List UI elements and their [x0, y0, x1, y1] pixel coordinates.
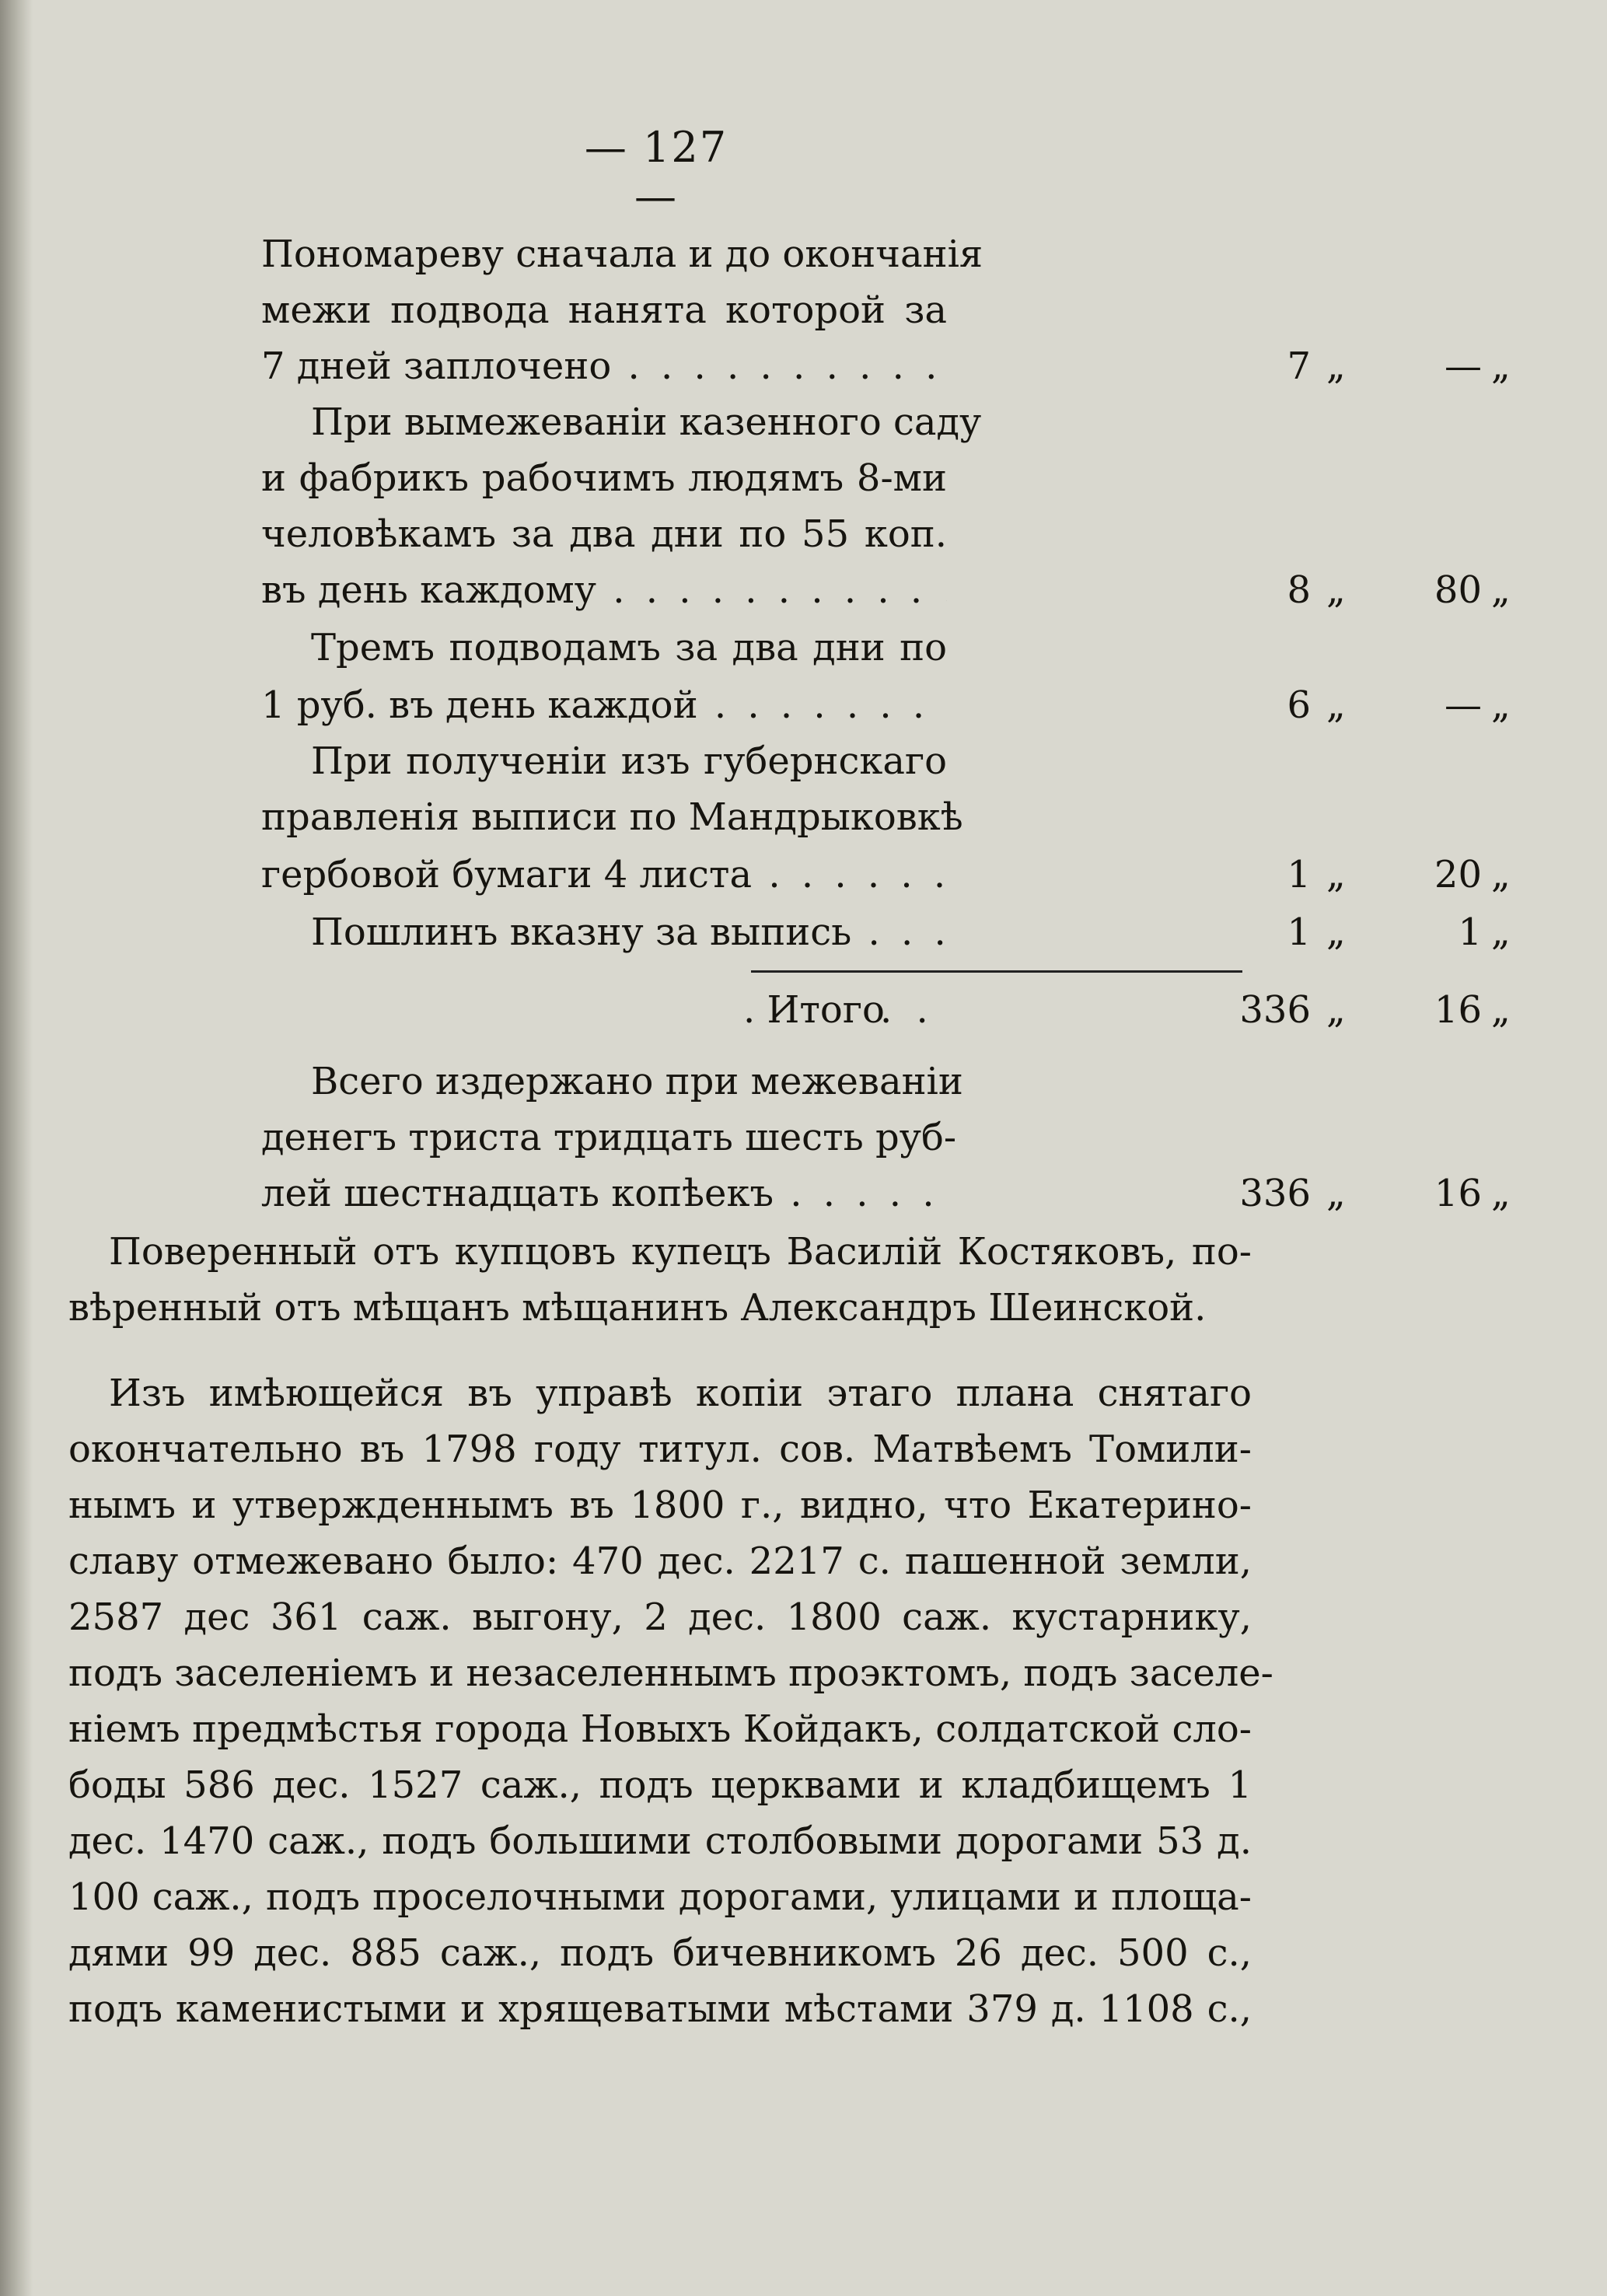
paragraph-line: нымъ и утвержденнымъ въ 1800 г., видно, что Екатерино-	[68, 1483, 1252, 1527]
page-number: — 127 —	[584, 123, 728, 221]
account-line: При вымежеваніи казенного саду	[311, 400, 982, 444]
account-item-row	[261, 563, 1511, 617]
account-line: человѣкамъ за два дни по 55 коп.	[261, 512, 947, 556]
total-label: . Итого	[743, 988, 885, 1032]
account-line: При полученіи изъ губернскаго	[311, 739, 947, 783]
summary-line: Всего издержано при межеваніи	[311, 1060, 963, 1103]
ditto-mark: „	[1491, 683, 1511, 727]
paragraph-line: 100 саж., подъ проселочными дорогами, улицами и площа-	[68, 1875, 1252, 1919]
account-item-row	[261, 339, 1511, 393]
ditto-mark: „	[1326, 853, 1346, 896]
ditto-mark: „	[1326, 910, 1346, 954]
paragraph-line: 2587 дес 361 саж. выгону, 2 дес. 1800 саж. кустарнику,	[68, 1595, 1252, 1639]
ditto-mark: „	[1491, 853, 1511, 896]
paragraph-line: дями 99 дес. 885 саж., подъ бичевникомъ 26 дес. 500 с.,	[68, 1931, 1252, 1975]
account-item-label: 7 дней заплочено . . .	[261, 339, 947, 393]
amount-kopecks: —	[1445, 683, 1482, 727]
total-rubles: 336	[1239, 988, 1311, 1032]
account-item-row	[261, 678, 1511, 732]
account-line: правленія выписи по Мандрыковкѣ	[261, 795, 963, 839]
ditto-mark: „	[1491, 344, 1511, 388]
account-line: Тремъ подводамъ за два дни по	[311, 626, 947, 669]
paragraph-line: подъ каменистыми и хрящеватыми мѣстами 379 д. 1108 с.,	[68, 1987, 1252, 2031]
summary-label: лей шестнадцать копѣекъ . . .	[261, 1166, 947, 1221]
paragraph-line: ніемъ предмѣстья города Новыхъ Койдакъ, солдатской сло-	[68, 1707, 1252, 1751]
amount-rubles: 7	[1287, 344, 1311, 388]
account-item-label: въ день каждому . . .	[261, 563, 947, 617]
total-kopecks: 16	[1434, 988, 1482, 1032]
account-item-label: гербовой бумаги 4 листа . . .	[261, 847, 947, 902]
amount-rubles: 1	[1287, 910, 1311, 954]
amount-rubles: 8	[1287, 568, 1311, 612]
ditto-mark: „	[1326, 683, 1346, 727]
ditto-mark: „	[1491, 1172, 1511, 1215]
ditto-mark: „	[1326, 988, 1346, 1032]
amount-kopecks: —	[1445, 344, 1482, 388]
ditto-mark: „	[1326, 1172, 1346, 1215]
ditto-mark: „	[1491, 988, 1511, 1032]
attorney-line: Поверенный отъ купцовъ купецъ Василій Костяковъ, по-	[109, 1230, 1252, 1274]
paragraph-line: подъ заселеніемъ и незаселеннымъ проэктомъ, подъ заселе-	[68, 1651, 1273, 1695]
attorney-line: вѣренный отъ мѣщанъ мѣщанинъ Александръ Шеинской.	[68, 1286, 1207, 1330]
paragraph-line: окончательно въ 1798 году титул. сов. Матвѣемъ Томили-	[68, 1428, 1252, 1471]
ditto-mark: „	[1326, 344, 1346, 388]
ditto-mark: „	[1491, 910, 1511, 954]
amount-kopecks: 20	[1434, 853, 1482, 896]
summary-row	[261, 1166, 1511, 1221]
account-line: межи подвода нанята которой за	[261, 288, 947, 332]
amount-kopecks: 1	[1458, 910, 1482, 954]
summary-rubles: 336	[1239, 1172, 1311, 1215]
ditto-mark: „	[1491, 568, 1511, 612]
account-item-label: 1 руб. въ день каждой . . .	[261, 678, 947, 732]
total-rule	[751, 970, 1242, 973]
amount-rubles: 6	[1287, 683, 1311, 727]
total-row: . Итого . . 336 „ 16 „	[261, 983, 1259, 1037]
paragraph-line: боды 586 дес. 1527 саж., подъ церквами и кладбищемъ 1	[68, 1763, 1252, 1807]
account-item-label: Пошлинъ вказну за выпись . . .	[311, 905, 947, 959]
account-line: Пономареву сначала и до окончанія	[261, 232, 983, 276]
account-item-row	[261, 847, 1511, 902]
paragraph-line: славу отмежевано было: 470 дес. 2217 с. пашенной земли,	[68, 1539, 1252, 1583]
account-line: и фабрикъ рабочимъ людямъ 8-ми	[261, 456, 947, 500]
amount-kopecks: 80	[1434, 568, 1482, 612]
account-item-row	[311, 905, 1511, 959]
summary-line: денегъ триста тридцать шесть руб-	[261, 1116, 957, 1159]
summary-kopecks: 16	[1434, 1172, 1482, 1215]
amount-rubles: 1	[1287, 853, 1311, 896]
paragraph-line: дес. 1470 саж., подъ большими столбовыми дорогами 53 д.	[68, 1819, 1252, 1863]
ditto-mark: „	[1326, 568, 1346, 612]
paragraph-line: Изъ имѣющейся въ управѣ копіи этаго плана снятаго	[109, 1372, 1252, 1415]
